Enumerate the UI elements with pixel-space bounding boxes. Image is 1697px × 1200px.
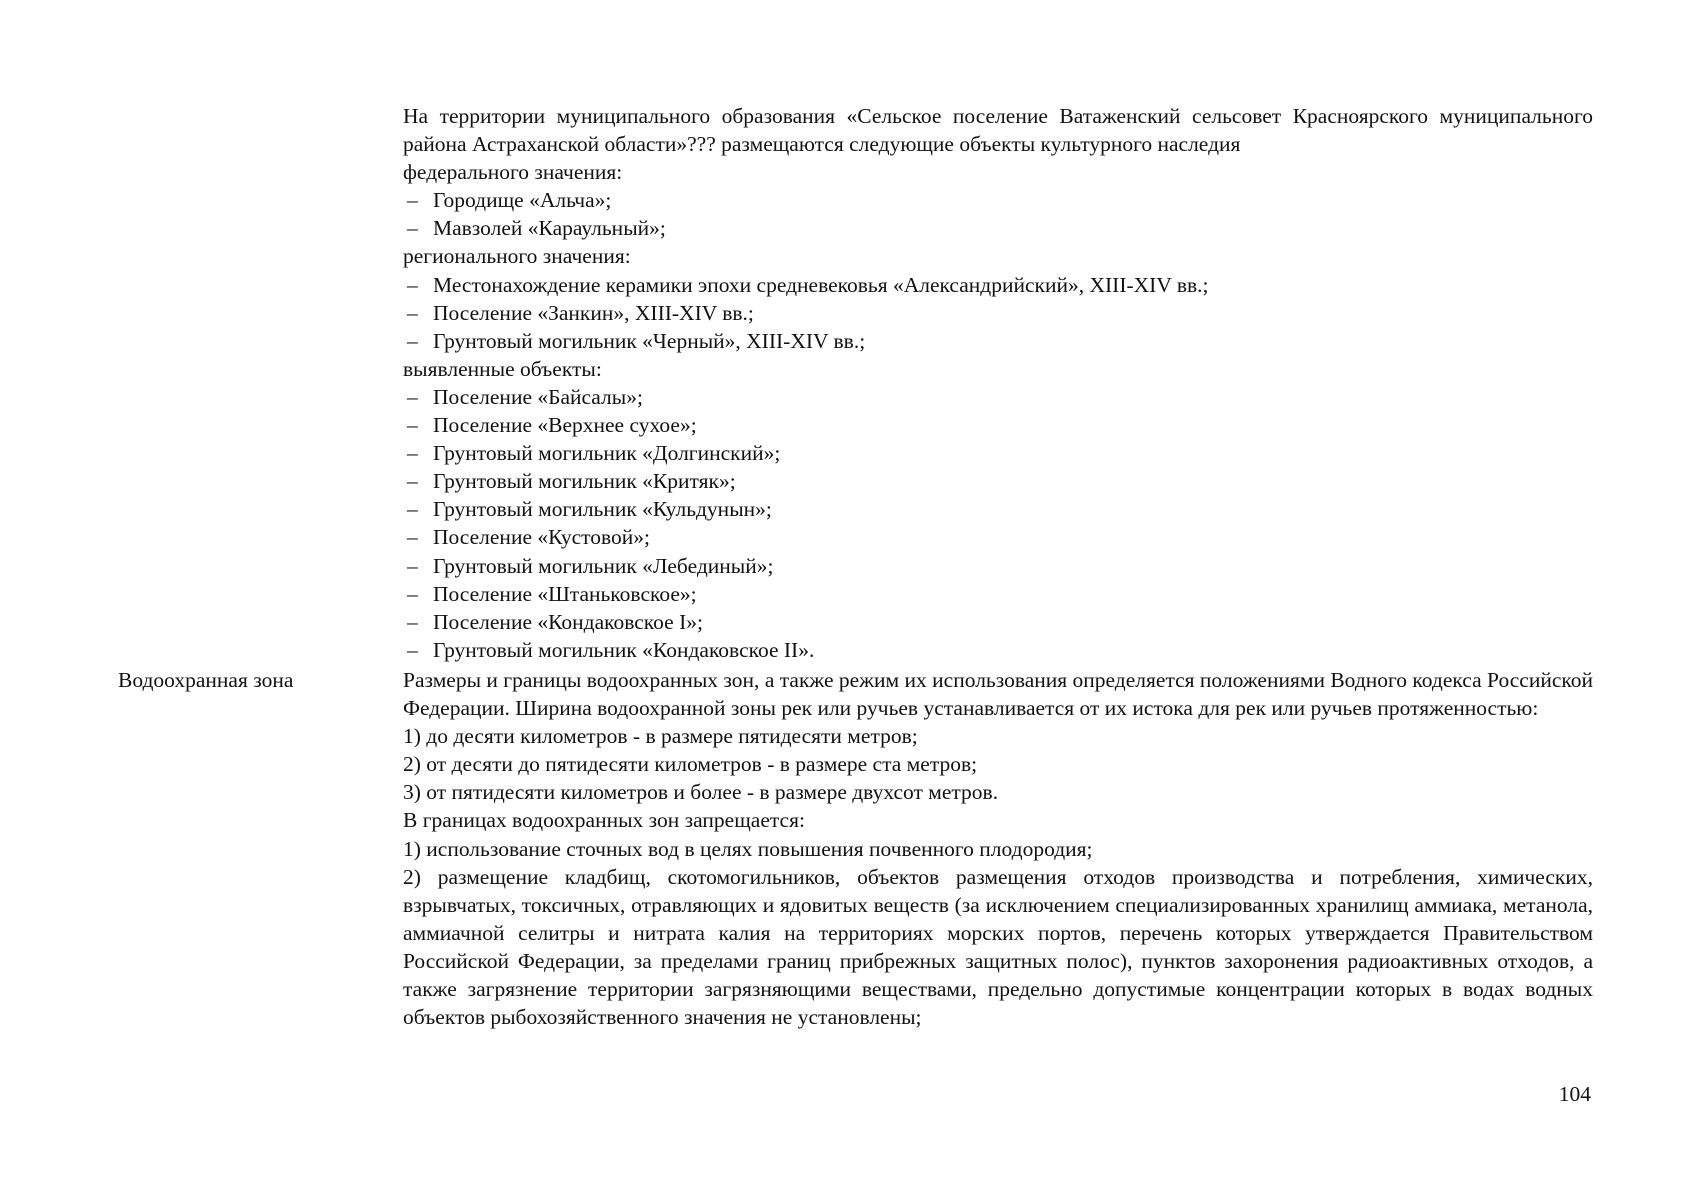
prohibited-heading: В границах водоохранных зон запрещается:	[403, 808, 805, 833]
list-item	[403, 299, 1593, 327]
list-item-text: Местонахождение керамики эпохи средневековья «Александрийский», XIII-XIV вв.;	[433, 272, 1209, 297]
prohibited-rule: 1) использование сточных вод в целях повышения почвенного плодородия;	[403, 836, 1093, 861]
dash-marker: –	[407, 637, 418, 662]
list-item	[403, 495, 1593, 523]
list-item	[403, 523, 1593, 551]
list-item-text: Поселение «Кондаковское I»;	[433, 609, 703, 634]
list-item-text: Поселение «Занкин», XIII-XIV вв.;	[433, 300, 754, 325]
group-heading-identified: выявленные объекты:	[403, 356, 602, 381]
dash-marker: –	[407, 300, 418, 325]
dash-marker: –	[407, 384, 418, 409]
dash-marker: –	[407, 497, 418, 522]
cultural-heritage-block	[403, 102, 1593, 664]
list-item	[403, 552, 1593, 580]
federal-list	[403, 186, 1593, 242]
list-item-text: Грунтовый могильник «Лебединый»;	[433, 553, 774, 578]
dash-marker: –	[407, 469, 418, 494]
dash-marker: –	[407, 328, 418, 353]
width-rule: 1) до десяти километров - в размере пятидесяти метров;	[403, 724, 918, 749]
dash-marker: –	[407, 581, 418, 606]
page-number: 104	[1558, 1082, 1591, 1106]
group-heading-regional: регионального значения:	[403, 244, 631, 269]
list-item-text: Поселение «Байсалы»;	[433, 384, 643, 409]
list-item	[403, 411, 1593, 439]
list-item-text: Грунтовый могильник «Долгинский»;	[433, 441, 781, 466]
list-item	[403, 580, 1593, 608]
list-item-text: Поселение «Кустовой»;	[433, 525, 650, 550]
width-rule: 3) от пятидесяти километров и более - в размере двухсот метров.	[403, 780, 999, 805]
list-item-text: Грунтовый могильник «Кондаковское II».	[433, 637, 815, 662]
dash-marker: –	[407, 609, 418, 634]
dash-marker: –	[407, 188, 418, 213]
water-zone-paragraph: Размеры и границы водоохранных зон, а также режим их использования определяется положениями Водного кодекса Российской Федерации. Ширина водоохранной зоны рек или ручьев устанавливается от их истока для рек или ручьев протяженностью:	[403, 668, 1593, 721]
list-item-text: Поселение «Верхнее сухое»;	[433, 413, 697, 438]
intro-paragraph: На территории муниципального образования «Сельское поселение Ватаженский сельсовет Красноярского муниципального района Астраханской области»??? размещаются следующие объекты культурного наследия	[403, 104, 1593, 157]
regional-list	[403, 271, 1593, 355]
list-item-text: Городище «Альча»;	[433, 188, 612, 213]
dash-marker: –	[407, 525, 418, 550]
identified-list	[403, 383, 1593, 664]
group-heading-federal: федерального значения:	[403, 160, 623, 185]
list-item	[403, 439, 1593, 467]
dash-marker: –	[407, 272, 418, 297]
dash-marker: –	[407, 216, 418, 241]
list-item	[403, 467, 1593, 495]
list-item	[403, 271, 1593, 299]
dash-marker: –	[407, 413, 418, 438]
prohibited-rule: 2) размещение кладбищ, скотомогильников, объектов размещения отходов производства и потребления, химических, взрывчатых, токсичных, отравляющих и ядовитых веществ (за исключением специализированных хранилищ аммиака, метанола, аммиачной селитры и нитрата калия на территориях морских портов, перечень которых утверждается Правительством Российской Федерации, за пределами границ прибрежных защитных полос), пунктов захоронения радиоактивных отходов, а также загрязнение территории загрязняющими веществами, предельно допустимые концентрации которых в водах водных объектов рыбохозяйственного значения не установлены;	[403, 864, 1593, 1030]
list-item	[403, 214, 1593, 242]
list-item	[403, 327, 1593, 355]
list-item-text: Поселение «Штаньковское»;	[433, 581, 697, 606]
list-item	[403, 383, 1593, 411]
water-zone-block	[403, 666, 1593, 1031]
list-item	[403, 636, 1593, 664]
water-zone-label: Водоохранная зона	[118, 668, 294, 692]
list-item-text: Грунтовый могильник «Черный», XIII-XIV вв.;	[433, 328, 866, 353]
dash-marker: –	[407, 441, 418, 466]
list-item-text: Грунтовый могильник «Критяк»;	[433, 469, 736, 494]
list-item-text: Мавзолей «Караульный»;	[433, 216, 666, 241]
list-item	[403, 186, 1593, 214]
dash-marker: –	[407, 553, 418, 578]
list-item-text: Грунтовый могильник «Кульдунын»;	[433, 497, 772, 522]
list-item	[403, 608, 1593, 636]
width-rule: 2) от десяти до пятидесяти километров - в размере ста метров;	[403, 752, 978, 777]
